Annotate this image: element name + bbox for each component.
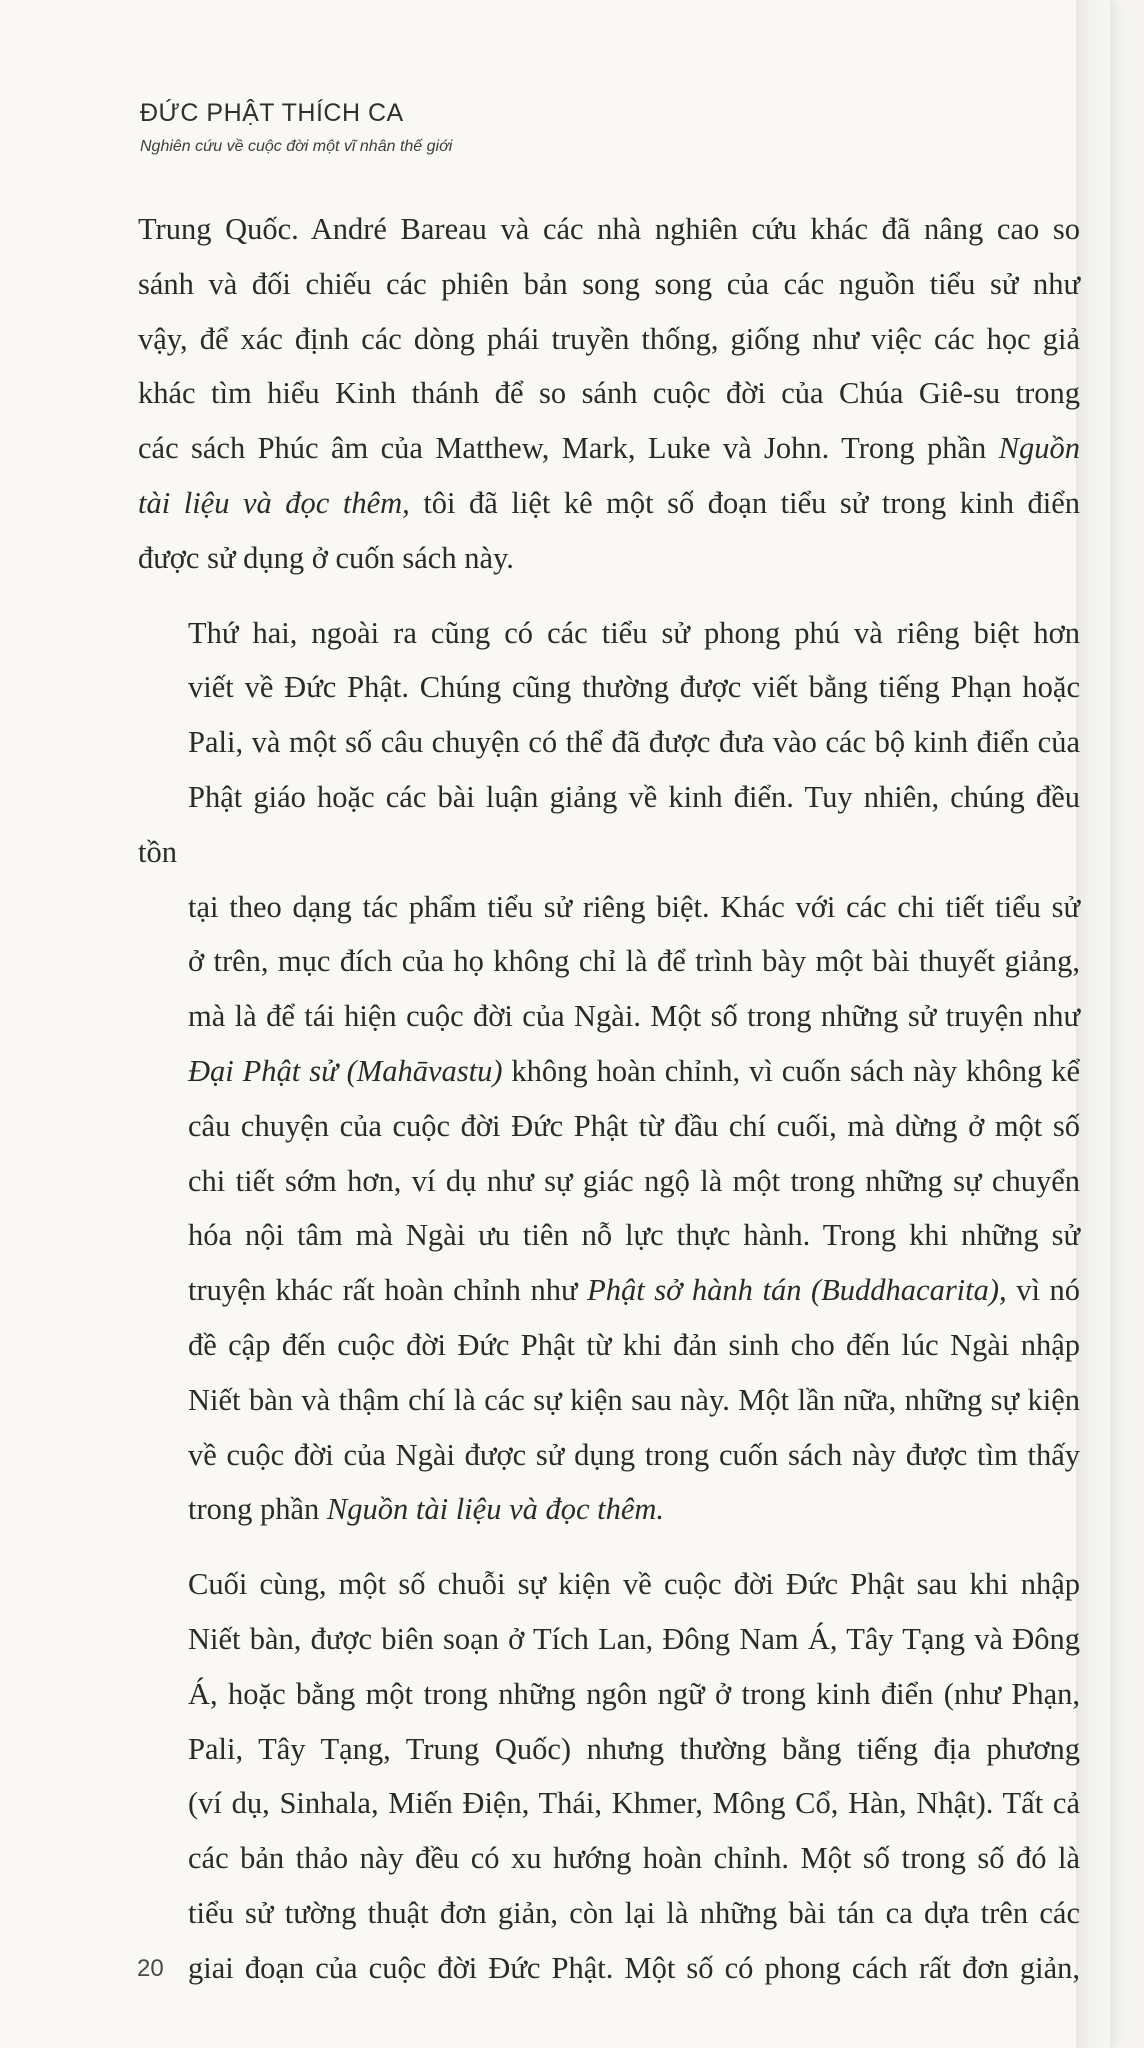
text-line: [138, 1263, 1080, 1318]
text-line: đề cập đến cuộc đời Đức Phật từ khi đản sinh cho đến lúc Ngài nhập: [188, 1327, 1080, 1362]
text-line: Niết bàn, được biên soạn ở Tích Lan, Đông Nam Á, Tây Tạng và Đông: [188, 1621, 1080, 1656]
text-run: tôi đã liệt kê một số đoạn tiểu sử trong kinh điển: [423, 485, 1080, 520]
text-line: Thứ hai, ngoài ra cũng có các tiểu sử phong phú và riêng biệt hơn: [188, 615, 1080, 650]
text-line: tại theo dạng tác phẩm tiểu sử riêng biệt. Khác với các chi tiết tiểu sử: [188, 889, 1080, 924]
page-edge-shadow: [1076, 0, 1110, 2048]
paragraph-2: [138, 606, 1080, 1538]
text-line: được sử dụng ở cuốn sách này.: [138, 540, 514, 575]
text-line: tiểu sử tường thuật đơn giản, còn lại là những bài tán ca dựa trên các: [188, 1895, 1080, 1930]
text-line: giai đoạn của cuộc đời Đức Phật. Một số có phong cách rất đơn giản,: [188, 1950, 1080, 1985]
text-line: chi tiết sớm hơn, ví dụ như sự giác ngộ là một trong những sự chuyển: [188, 1163, 1080, 1198]
text-line: khác tìm hiểu Kinh thánh để so sánh cuộc đời của Chúa Giê-su trong: [138, 376, 1080, 411]
text-line: Pali, và một số câu chuyện có thể đã được đưa vào các bộ kinh điển của: [188, 725, 1080, 760]
paragraph-1: [138, 202, 1080, 586]
text-line: hóa nội tâm mà Ngài ưu tiên nỗ lực thực hành. Trong khi những sử: [188, 1218, 1080, 1253]
text-line: các bản thảo này đều có xu hướng hoàn chỉnh. Một số trong số đó là: [188, 1841, 1080, 1876]
text-line: [138, 476, 1080, 531]
text-line: ở trên, mục đích của họ không chỉ là để trình bày một bài thuyết giảng,: [188, 944, 1080, 979]
italic-reference: Phật sở hành tán (Buddhacarita),: [587, 1273, 1007, 1308]
paragraph-3: [138, 1557, 1080, 1995]
running-head: [140, 96, 452, 160]
text-line: (ví dụ, Sinhala, Miến Điện, Thái, Khmer, Mông Cổ, Hàn, Nhật). Tất cả: [188, 1786, 1080, 1821]
text-run: không hoàn chỉnh, vì cuốn sách này không kể: [511, 1053, 1080, 1088]
text-line: [138, 1044, 1080, 1099]
text-line: Pali, Tây Tạng, Trung Quốc) nhưng thường bằng tiếng địa phương: [188, 1731, 1080, 1766]
text-line: sánh và đối chiếu các phiên bản song song của các nguồn tiểu sử như: [138, 266, 1080, 301]
text-line: viết về Đức Phật. Chúng cũng thường được viết bằng tiếng Phạn hoặc: [188, 670, 1080, 705]
italic-reference: Nguồn: [998, 431, 1081, 466]
text-line: vậy, để xác định các dòng phái truyền thống, giống như việc các học giả: [138, 321, 1080, 356]
text-line: mà là để tái hiện cuộc đời của Ngài. Một số trong những sử truyện như: [188, 999, 1080, 1034]
text-line: câu chuyện của cuộc đời Đức Phật từ đầu chí cuối, mà dừng ở một số: [188, 1108, 1080, 1143]
text-line: về cuộc đời của Ngài được sử dụng trong cuốn sách này được tìm thấy: [188, 1437, 1080, 1472]
text-line: [138, 421, 1080, 476]
book-subtitle: Nghiên cứu về cuộc đời một vĩ nhân thế giới: [140, 138, 453, 155]
italic-reference: Nguồn tài liệu và đọc thêm.: [326, 1492, 665, 1527]
text-line: Á, hoặc bằng một trong những ngôn ngữ ở trong kinh điển (như Phạn,: [188, 1676, 1080, 1711]
text-line: Niết bàn và thậm chí là các sự kiện sau này. Một lần nữa, những sự kiện: [188, 1382, 1080, 1417]
body-text: [138, 202, 1080, 1996]
text-line: Trung Quốc. André Bareau và các nhà nghiên cứu khác đã nâng cao so: [138, 212, 1080, 246]
text-run: trong phần: [188, 1492, 320, 1527]
text-run: truyện khác rất hoàn chỉnh như: [188, 1273, 578, 1308]
text-run: vì nó: [1016, 1273, 1081, 1308]
text-line: Cuối cùng, một số chuỗi sự kiện về cuộc đời Đức Phật sau khi nhập: [188, 1567, 1080, 1602]
italic-reference: Đại Phật sử (Mahāvastu): [188, 1053, 503, 1088]
italic-reference: tài liệu và đọc thêm,: [138, 485, 410, 520]
text-line: [138, 1482, 1080, 1537]
text-run: các sách Phúc âm của Matthew, Mark, Luke và John. Trong phần: [138, 431, 987, 466]
page-number: 20: [137, 1955, 164, 1982]
text-line: Phật giáo hoặc các bài luận giảng về kinh điển. Tuy nhiên, chúng đều tồn: [138, 779, 1080, 869]
book-title: ĐỨC PHẬT THÍCH CA: [140, 99, 404, 127]
